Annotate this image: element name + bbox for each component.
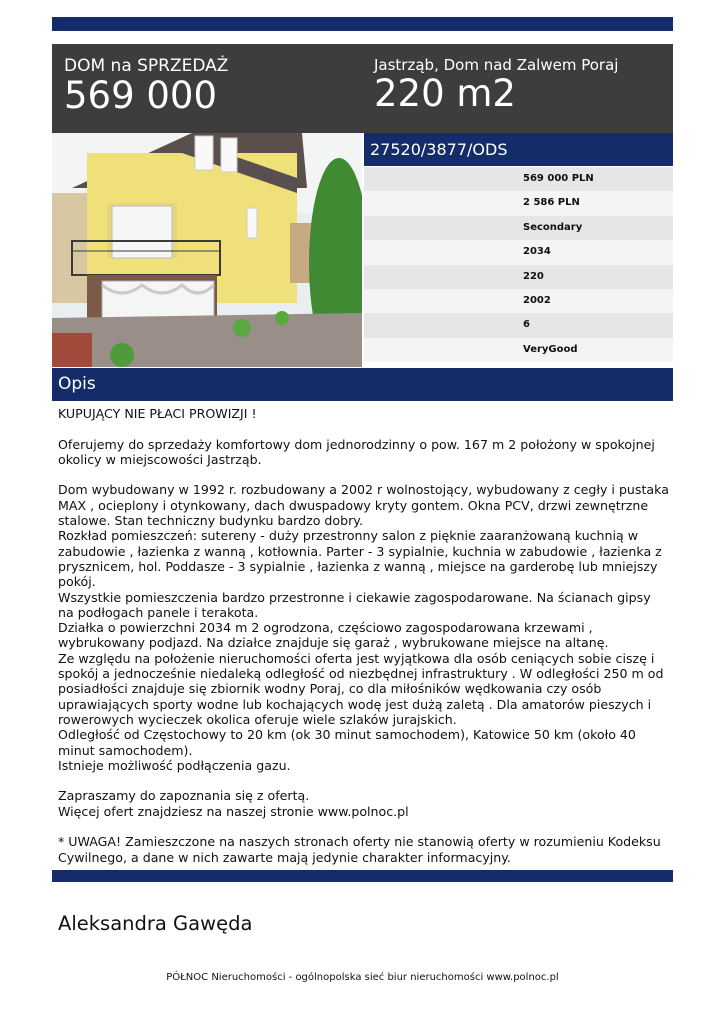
description-text	[58, 406, 670, 865]
description-paragraph: Dom wybudowany w 1992 r. rozbudowany a 2002 r wolnostojący, wybudowany z cegły i pustaka MAX , ocieplony i otynkowany, dach dwuspadowy kryty gontem. Okna PCV, drzwi zewnętrzne stalowe. Stan techniczny budynku bardzo dobry.	[58, 482, 669, 529]
reference-number: 27520/3877/ODS	[370, 140, 508, 159]
detail-value-area: 220	[523, 270, 544, 282]
description-paragraph: Zapraszamy do zapoznania się z ofertą.	[58, 788, 310, 804]
listing-location: Jastrząb, Dom nad Zalwem Poraj	[374, 56, 619, 74]
detail-value-rooms: 6	[523, 319, 530, 331]
detail-value-condition: VeryGood	[523, 343, 578, 355]
detail-row-price	[364, 167, 673, 191]
detail-row-condition	[364, 338, 673, 362]
detail-value-year: 2002	[523, 294, 551, 306]
description-paragraph: Oferujemy do sprzedaży komfortowy dom jednorodzinny o pow. 167 m 2 położony w spokojnej okolicy w miejscowości Jastrząb.	[58, 436, 655, 467]
description-section-title: Opis	[58, 374, 96, 394]
details-table	[364, 167, 673, 362]
property-photo	[52, 133, 362, 367]
detail-row-price-per-m2	[364, 191, 673, 215]
description-section-header	[52, 368, 673, 401]
description-paragraph: Działka o powierzchni 2034 m 2 ogrodzona, częściowo zagospodarowana krzewami , wybrukowany podjazd. Na działce znajduje się garaż , wybrukowane miejsce na altanę.	[58, 620, 609, 651]
bottom-divider-bar	[52, 870, 673, 882]
description-paragraph: Rozkład pomieszczeń: sutereny - duży przestronny salon z pięknie zaaranżowaną kuchnią w zabudowie , łazienka z wanną , kotłownia. Parter - 3 sypialnie, kuchnia w zabudowie , łazienka z prysznicem, hol. Poddasze - 3 sypialnie , łazienka z wanną , miejsce na garderobę lub mniejszy pokój.	[58, 528, 662, 590]
detail-value-market: Secondary	[523, 221, 583, 233]
detail-row-rooms	[364, 313, 673, 337]
detail-row-plot-area	[364, 240, 673, 264]
description-paragraph: * UWAGA! Zamieszczone na naszych stronach oferty nie stanowią oferty w rozumieniu Kodeksu Cywilnego, a dane w nich zawarte mają jedynie charakter informacyjny.	[58, 834, 661, 865]
description-paragraph: Odległość od Częstochowy to 20 km (ok 30 minut samochodem), Katowice 50 km (około 40 minut samochodem).	[58, 727, 636, 758]
description-paragraph: Więcej ofert znajdziesz na naszej stronie www.polnoc.pl	[58, 803, 409, 819]
detail-row-market	[364, 216, 673, 240]
header-right	[374, 56, 618, 115]
top-divider-bar	[52, 17, 673, 31]
description-paragraph: Istnieje możliwość podłączenia gazu.	[58, 757, 291, 773]
reference-bar	[364, 133, 673, 166]
detail-value-plot-area: 2034	[523, 246, 551, 258]
house-photo-illustration	[52, 133, 362, 367]
header-left	[64, 56, 228, 117]
description-paragraph: Wszystkie pomieszczenia bardzo przestronne i ciekawie zagospodarowane. Na ścianach gipsy na podłogach panele i terakota.	[58, 589, 651, 620]
description-paragraph: KUPUJĄCY NIE PŁACI PROWIZJI !	[58, 406, 257, 421]
description-paragraph: Ze względu na położenie nieruchomości oferta jest wyjątkowa dla osób ceniących sobie ciszę i spokój a jednocześnie niedaleką odległość od niezbędnej infrastruktury . W odległości 250 m od posiadłości znajduje się zbiornik wodny Poraj, co dla miłośników wędkowania czy osób uprawiających sporty wodne lub kochających wodę jest dużą zaletą . Dla amatorów pieszych i rowerowych wycieczek okolica oferuje wiele szlaków jurajskich.	[58, 650, 664, 727]
listing-area: 220 m2	[374, 72, 516, 115]
detail-row-area	[364, 265, 673, 289]
listing-price: 569 000	[64, 74, 218, 117]
listing-type: DOM na SPRZEDAŻ	[64, 56, 229, 76]
detail-row-year	[364, 289, 673, 313]
detail-value-price: 569 000 PLN	[523, 173, 594, 184]
detail-value-price-per-m2: 2 586 PLN	[523, 197, 580, 209]
listing-header	[52, 44, 673, 133]
footer-text: PÓŁNOC Nieruchomości - ogólnopolska sieć biur nieruchomości www.polnoc.pl	[166, 972, 559, 983]
agent-name: Aleksandra Gawęda	[58, 912, 253, 935]
